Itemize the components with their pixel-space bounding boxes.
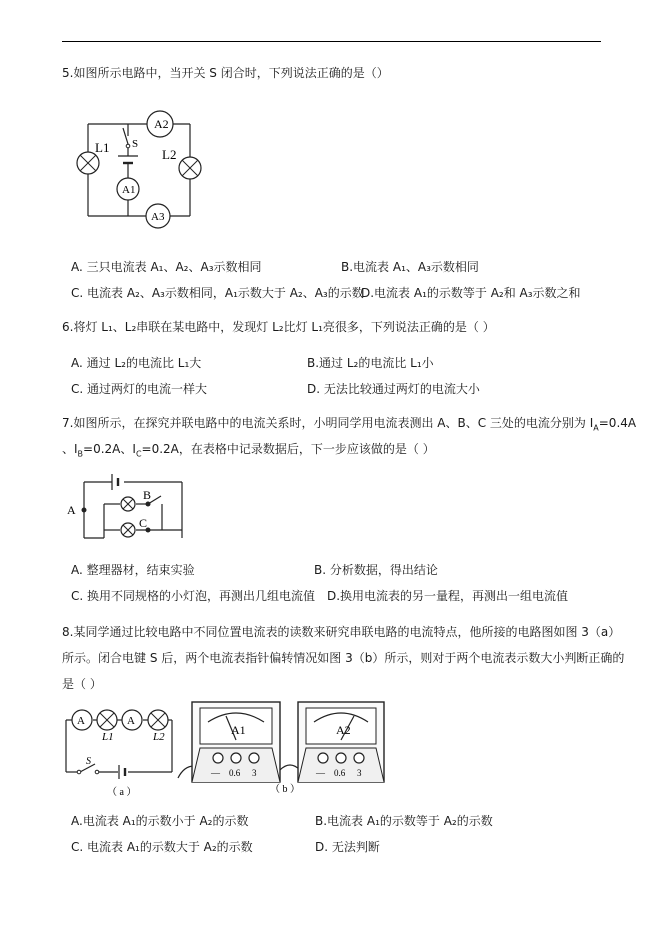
q6-option-c: C. 通过两灯的电流一样大 [71,382,208,396]
q5-label-a3: A3 [151,211,165,223]
q5-lamp-l1 [77,152,99,174]
q8-meters-figure-b [178,700,388,795]
header-rule [62,41,601,42]
q8-label-l1: L1 [102,731,114,743]
q7-option-c: C. 换用不同规格的小灯泡，再测出几组电流值 [71,589,316,603]
q8-meter-2 [298,702,384,782]
q5-stem: 5.如图所示电路中，当开关 S 闭合时，下列说法正确的是（） [62,66,389,80]
q8-option-c: C. 电流表 A₁的示数大于 A₂的示数 [71,840,253,854]
q6-option-b: B.通过 L₂的电流比 L₁小 [307,356,434,370]
q8-option-d: D. 无法判断 [315,840,380,854]
q7-stem-line1: 7.如图所示，在探究并联电路中的电流关系时，小明同学用电流表测出 A、B、C 三处的电流分别为 $I_A=0.4A$ [62,416,637,433]
q5-label-s: S [132,138,139,150]
q5-lamp-l2 [179,157,201,179]
q7-label-c: C [139,516,148,530]
q8-meter2-term-06: 0.6 [334,768,346,778]
q5-circuit-diagram [74,106,204,236]
q8-meter1-label: A1 [231,723,246,737]
q5-option-c: C. 电流表 A₂、A₃示数相同，A₁示数大于 A₂、A₃的示数 [71,286,364,300]
q8-label-a2: A [127,715,135,727]
q8-stem-line2: 所示。闭合电键 S 后，两个电流表指针偏转情况如图 3（b）所示，则对于两个电流表示数大小判断正确的 [62,651,625,665]
q8-option-b: B.电流表 A₁的示数等于 A₂的示数 [315,814,493,828]
q8-meter1-term-06: 0.6 [229,768,241,778]
q8-meter-1 [192,702,280,782]
q7-option-a: A. 整理器材，结束实验 [71,563,195,577]
q7-label-b: B [143,488,152,502]
q7-option-d: D.换用电流表的另一量程，再测出一组电流值 [327,589,569,603]
q6-stem: 6.将灯 L₁、L₂串联在某电路中，发现灯 L₂比灯 L₁亮很多，下列说法正确的是（ ） [62,320,495,334]
q8-label-s: S [86,756,91,767]
q8-caption-b: （ b ） [270,784,300,795]
q8-label-l2: L2 [153,731,165,743]
q8-label-a1: A [77,715,85,727]
q6-option-d: D. 无法比较通过两灯的电流大小 [307,382,480,396]
q5-option-b: B.电流表 A₁、A₃示数相同 [341,260,479,274]
q7-circuit-diagram [66,470,186,550]
q8-caption-a: （ a ） [107,787,137,798]
q8-meter1-term-minus: — [211,768,220,778]
q8-meter2-label: A2 [336,723,351,737]
q5-label-l1: L1 [95,140,110,155]
q7-option-b: B. 分析数据，得出结论 [314,563,438,577]
q5-option-d: D.电流表 A₁的示数等于 A₂和 A₃示数之和 [361,286,581,300]
q8-circuit-diagram-a [62,700,182,800]
q6-option-a: A. 通过 L₂的电流比 L₁大 [71,356,202,370]
q8-stem-line3: 是（ ） [62,677,102,691]
q8-meter2-term-3: 3 [357,768,362,778]
q5-label-l2: L2 [162,147,177,162]
q8-option-a: A.电流表 A₁的示数小于 A₂的示数 [71,814,249,828]
q5-label-a2: A2 [154,117,169,131]
q7-stem-line2: 、$I_B=0.2A$、$I_C=0.2A$，在表格中记录数据后，下一步应该做的是（ ） [62,442,435,459]
q8-meter2-term-minus: — [316,768,325,778]
q5-label-a1: A1 [122,184,136,196]
q8-stem-line1: 8.某同学通过比较电路中不同位置电流表的读数来研究串联电路的电流特点，他所接的电路图如图 3（a） [62,625,621,639]
q5-option-a: A. 三只电流表 A₁、A₂、A₃示数相同 [71,260,262,274]
q7-label-a: A [67,503,76,517]
q8-meter1-term-3: 3 [252,768,257,778]
